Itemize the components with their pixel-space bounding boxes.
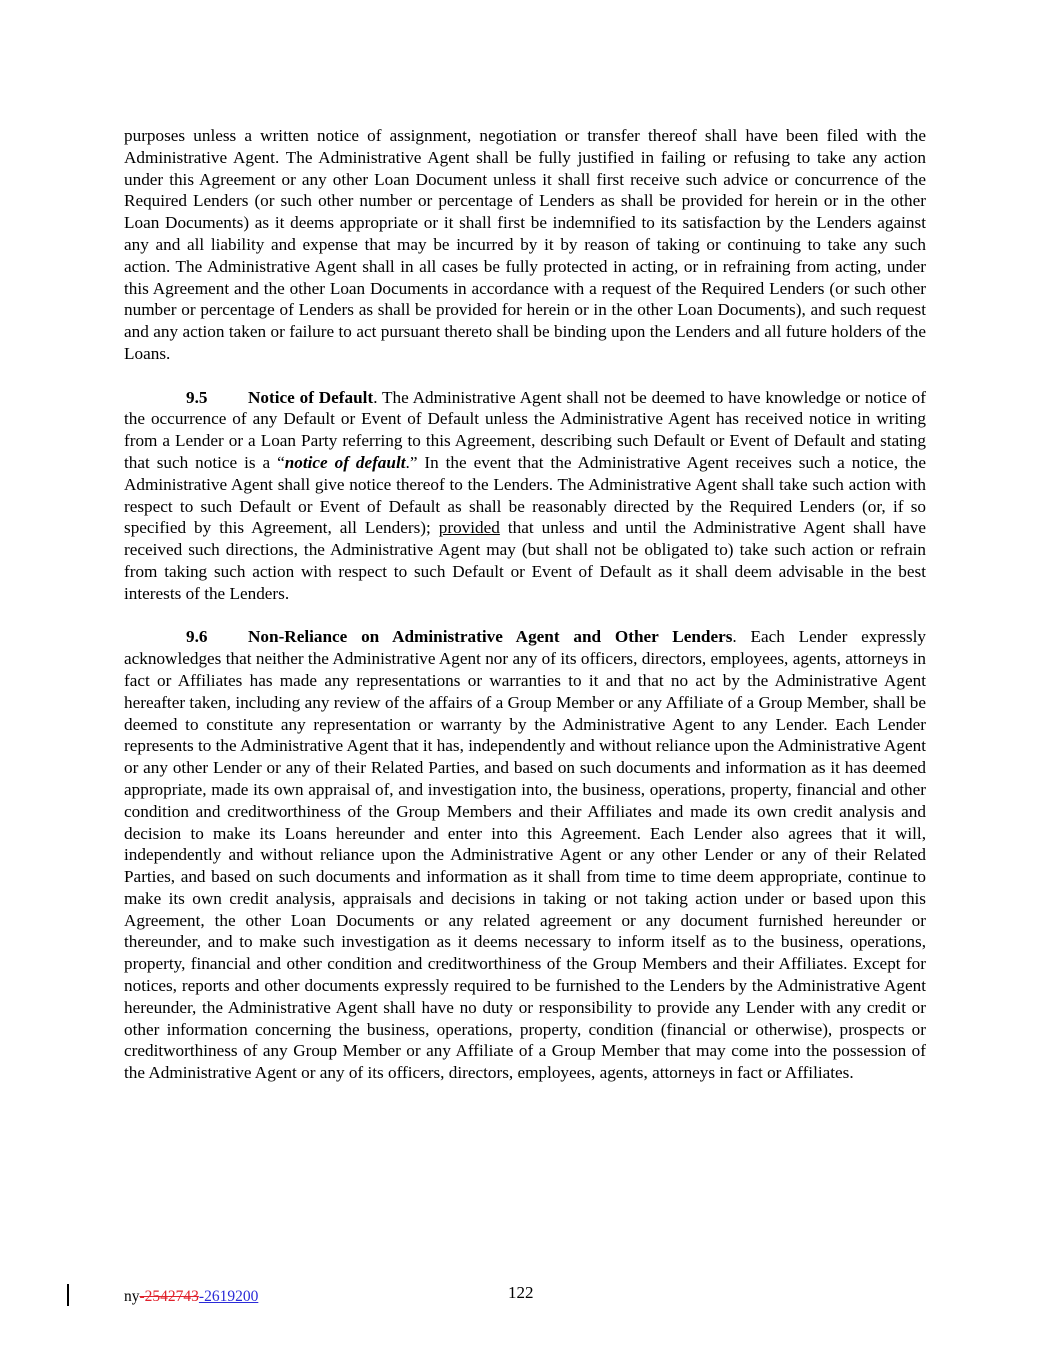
- section-text: .” In the event that the Administrative Agent receives such a notice, the Administrative Agent shall give notice thereof to the Lenders. The Administrative Agent shall take such action with respect to such Default or Event of Default as shall be reasonably directed by the Required Lenders (or, if so specified by this Agreement, all Lenders);: [124, 452, 926, 538]
- section-title: Notice of Default: [248, 387, 374, 407]
- document-body: [124, 125, 926, 1084]
- provided-term: provided: [438, 518, 500, 538]
- page-number: 122: [508, 1283, 534, 1302]
- section-number: 9.5: [186, 387, 208, 407]
- section-number: 9.6: [186, 627, 208, 647]
- section-title: Non-Reliance on Administrative Agent and Other Lenders: [248, 627, 733, 647]
- paragraph-continuation: purposes unless a written notice of assignment, negotiation or transfer thereof shall have been filed with the Administrative Agent. The Administrative Agent shall be fully justified in failing or refusing to take any action under this Agreement or any other Loan Document unless it shall first receive such advice or concurrence of the Required Lenders (or such other number or percentage of Lenders as shall be provided for herein or in the other Loan Documents) as it deems appropriate or it shall first be indemnified to its satisfaction by the Lenders against any and all liability and expense that may be incurred by it by reason of taking or continuing to take any such action. The Administrative Agent shall in all cases be fully protected in acting, or in refraining from acting, under this Agreement and the other Loan Documents in accordance with a request of the Required Lenders (or such other number or percentage of Lenders as shall be provided for herein or in the other Loan Documents), and such request and any action taken or failure to act pursuant thereto shall be binding upon the Lenders and all future holders of the Loans.: [124, 126, 926, 363]
- section-9-5: [124, 387, 926, 605]
- paragraph-spacer: [124, 365, 926, 387]
- inserted-document-id: -2619200: [198, 1288, 259, 1305]
- change-bar: [67, 1284, 69, 1306]
- defined-term: notice of default: [284, 452, 406, 472]
- deleted-document-id: -2542743: [139, 1288, 199, 1305]
- section-text: . Each Lender expressly acknowledges that neither the Administrative Agent nor any of its officers, directors, employees, agents, attorneys in fact or Affiliates has made any representations or warranties to it and that no act by the Administrative Agent hereafter taken, including any review of the affairs of a Group Member or any Affiliate of a Group Member, shall be deemed to constitute any representation or warranty by the Administrative Agent to any Lender. Each Lender represents to the Administrative Agent that it has, independently and without reliance upon the Administrative Agent or any other Lender or any of their Related Parties, and based on such documents and information as it has deemed appropriate, made its own appraisal of, and investigation into, the business, operations, property, financial and other condition and creditworthiness of the Group Members and their Affiliates and made its own credit analysis and decision to make its Loans hereunder and enter into this Agreement. Each Lender also agrees that it will, independently and without reliance upon the Administrative Agent or any other Lender or any of their Related Parties, and based on such documents and information as it shall from time to time deem appropriate, continue to make its own credit analysis, appraisals and decisions in taking or not taking action under or based upon this Agreement, the other Loan Documents or any related agreement or any document furnished hereunder or thereunder, and to make such investigation as it deems necessary to inform itself as to the business, operations, property, financial and other condition and creditworthiness of the Group Members and their Affiliates. Except for notices, reports and other documents expressly required to be furnished to the Lenders by the Administrative Agent hereunder, the Administrative Agent shall have no duty or responsibility to provide any Lender with any credit or other information concerning the business, operations, property, condition (financial or otherwise), prospects or creditworthiness of any Group Member or any Affiliate of a Group Member that may come into the possession of the Administrative Agent or any of its officers, directors, employees, agents, attorneys in fact or Affiliates.: [124, 627, 926, 1083]
- section-text: . The Administrative Agent shall not be deemed to have knowledge or notice of the occurrence of any Default or Event of Default unless the Administrative Agent has received notice in writing from a Lender or a Loan Party referring to this Agreement, describing such Default or Event of Default and stating that such notice is a “: [124, 387, 926, 472]
- document-id-prefix: ny: [124, 1288, 140, 1305]
- document-id: [124, 1287, 258, 1307]
- paragraph-spacer: [124, 605, 926, 627]
- section-9-6: [124, 626, 926, 1084]
- section-text: that unless and until the Administrative Agent shall have received such directions, the Administrative Agent may (but shall not be obligated to) take such action or refrain from taking such action with respect to such Default or Event of Default as it shall deem advisable in the best interests of the Lenders.: [124, 518, 926, 603]
